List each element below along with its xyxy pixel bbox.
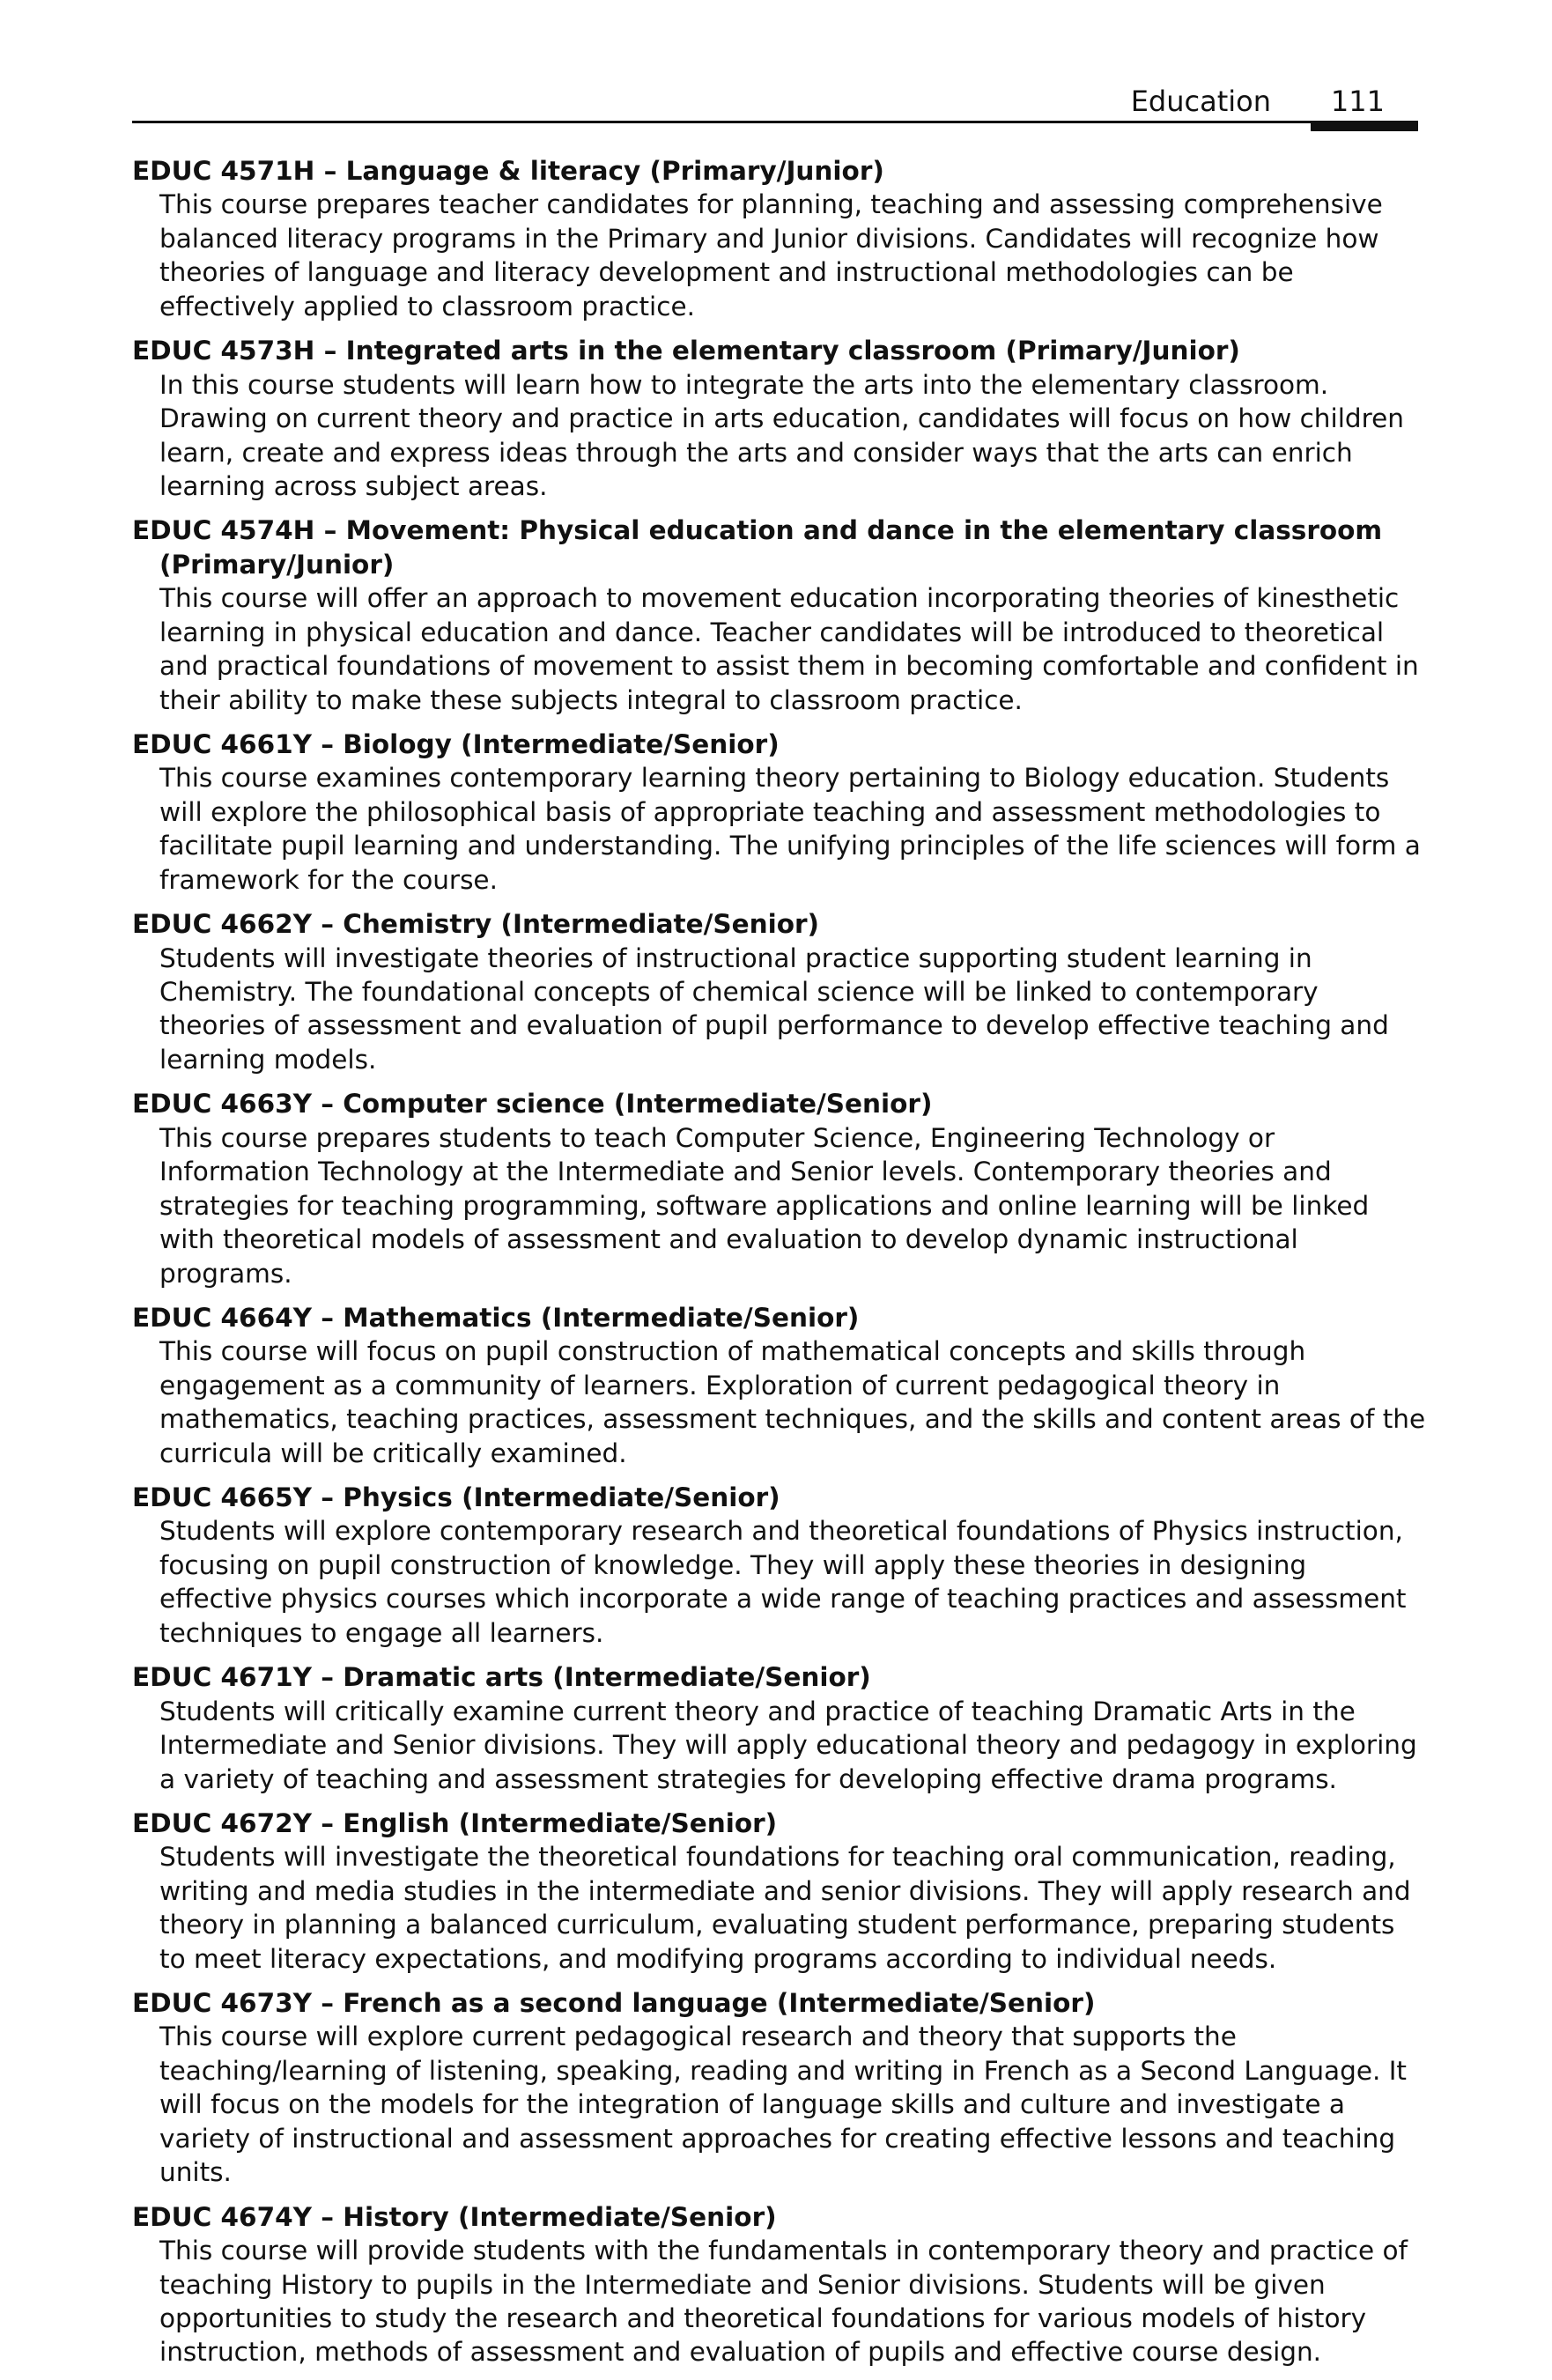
course-title: EDUC 4664Y – Mathematics (Intermediate/Senior) (132, 1302, 860, 1333)
course-entry (132, 514, 1427, 717)
course-entry (132, 1986, 1427, 2190)
course-title: EDUC 4661Y – Biology (Intermediate/Senior) (132, 728, 780, 759)
course-description: This course examines contemporary learning theory pertaining to Biology education. Students will explore the philosophical basis of appropriate teaching and assessment methodologies to facilitate pupil learning and understanding. The unifying principles of the life sciences will form a framework for the course. (159, 763, 1421, 895)
course-title: EDUC 4673Y – French as a second language (Intermediate/Senior) (132, 1988, 1096, 2019)
page-number: 111 (1330, 85, 1385, 118)
course-description: Students will investigate the theoretical foundations for teaching oral communication, reading, writing and media studies in the intermediate and senior divisions. They will apply research and theory in planning a balanced curriculum, evaluating student performance, preparing students to meet literacy expectations, and modifying programs according to individual needs. (159, 1842, 1411, 1974)
course-title: EDUC 4672Y – English (Intermediate/Senior) (132, 1807, 778, 1838)
course-list (132, 154, 1427, 2380)
course-title: EDUC 4665Y – Physics (Intermediate/Senior) (132, 1482, 780, 1512)
course-description: Students will investigate theories of instructional practice supporting student learning in Chemistry. The foundational concepts of chemical science will be linked to contemporary theories of assessment and evaluation of pupil performance to develop effective teaching and learning models. (159, 942, 1389, 1075)
course-title: EDUC 4573H – Integrated arts in the elementary classroom (Primary/Junior) (132, 336, 1240, 366)
course-description: This course will provide students with the fundamentals in contemporary theory and practice of teaching History to pupils in the Intermediate and Senior divisions. Students will be given opportunities to study the research and theoretical foundations for various models of history instruction, methods of assessment and evaluation of pupils and effective course design. (159, 2236, 1408, 2368)
course-description: This course will focus on pupil construction of mathematical concepts and skills through engagement as a community of learners. Exploration of current pedagogical theory in mathematics, teaching practices, assessment techniques, and the skills and content areas of the curricula will be critically examined. (159, 1336, 1426, 1468)
course-entry (132, 728, 1427, 897)
course-entry (132, 1301, 1427, 1470)
course-entry (132, 154, 1427, 323)
header-tab-marker (1311, 121, 1418, 131)
course-description: This course prepares students to teach Computer Science, Engineering Technology or Information Technology at the Intermediate and Senior levels. Contemporary theories and strategies for teaching programming, software applications and online learning will be linked with theoretical models of assessment and evaluation to develop dynamic instructional programs. (159, 1122, 1370, 1289)
course-description: Students will explore contemporary research and theoretical foundations of Physics instruction, focusing on pupil construction of knowledge. They will apply these theories in designing effective physics courses which incorporate a wide range of teaching practices and assessment techniques to engage all learners. (159, 1516, 1407, 1648)
course-description: Students will critically examine current theory and practice of teaching Dramatic Arts in the Intermediate and Senior divisions. They will apply educational theory and pedagogy in exploring a variety of teaching and assessment strategies for developing effective drama programs. (159, 1696, 1417, 1794)
course-entry (132, 1481, 1427, 1650)
course-description: This course will explore current pedagogical research and theory that supports the teaching/learning of listening, speaking, reading and writing in French as a Second Language. It will focus on the models for the integration of language skills and culture and investigate a variety of instructional and assessment approaches for creating effective lessons and teaching units. (159, 2022, 1407, 2188)
course-title: EDUC 4674Y – History (Intermediate/Senior) (132, 2201, 777, 2232)
course-description: This course prepares teacher candidates for planning, teaching and assessing comprehensive balanced literacy programs in the Primary and Junior divisions. Candidates will recognize how theories of language and literacy development and instructional methodologies can be effectively applied to classroom practice. (159, 189, 1383, 322)
course-entry (132, 334, 1427, 503)
course-title: EDUC 4671Y – Dramatic arts (Intermediate/Senior) (132, 1662, 871, 1693)
course-title: EDUC 4571H – Language & literacy (Primary/Junior) (132, 156, 884, 186)
course-title: EDUC 4574H – Movement: Physical education and dance in the elementary classroom (Primary/Junior) (132, 515, 1383, 580)
course-title: EDUC 4663Y – Computer science (Intermediate/Senior) (132, 1089, 933, 1120)
course-entry (132, 907, 1427, 1076)
course-title: EDUC 4662Y – Chemistry (Intermediate/Senior) (132, 909, 820, 940)
course-entry (132, 1807, 1427, 1976)
course-description: This course will offer an approach to movement education incorporating theories of kinesthetic learning in physical education and dance. Teacher candidates will be introduced to theoretical and practical foundations of movement to assist them in becoming comfortable and confident in their ability to make these subjects integral to classroom practice. (159, 583, 1419, 715)
course-entry (132, 1087, 1427, 1290)
course-description: In this course students will learn how to integrate the arts into the elementary classroom. Drawing on current theory and practice in arts education, candidates will focus on how children learn, create and express ideas through the arts and consider ways that the arts can enrich learning across subject areas. (159, 369, 1404, 501)
course-entry (132, 1660, 1427, 1796)
course-entry (132, 2200, 1427, 2369)
running-section-title: Education (1130, 85, 1271, 118)
header-rule (132, 121, 1418, 123)
page-header (132, 84, 1418, 128)
